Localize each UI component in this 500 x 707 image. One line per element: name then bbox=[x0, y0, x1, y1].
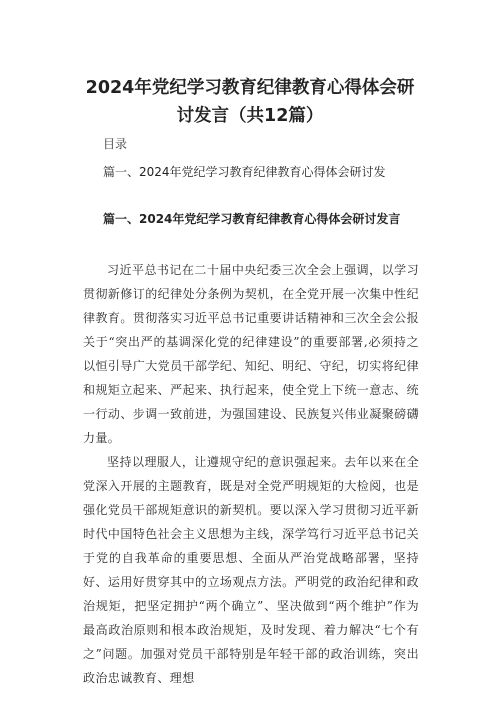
document-title bbox=[60, 74, 440, 130]
title-line-1: 2024年党纪学习教育纪律教育心得体会研 bbox=[85, 78, 415, 98]
paragraph: 坚持以理服人，让遵规守纪的意识强起来。去年以来在全党深入开展的主题教育，既是对全党严明规矩的大检阅，也是强化党员干部规矩意识的新契机。要以深入学习贯彻习近平新时代中国特色社会主义思想为主线，深学笃行习近平总书记关于党的自我革命的重要思想、全面从严治党战略部署，坚持好、运用好贯穿其中的立场观点方法。严明党的政治纪律和政治规矩，把坚定拥护“两个确立”、坚决做到“两个维护”作为最高政治原则和根本政治规矩，及时发现、着力解决“七个有之”问题。加强对党员干部特别是年轻干部的政治训练，突出政治忠诚教育、理想 bbox=[83, 455, 419, 685]
section-heading: 篇一、2024年党纪学习教育纪律教育心得体会研讨发言 bbox=[103, 212, 401, 226]
body-text bbox=[83, 258, 419, 690]
title-line-2: 讨发言（共12篇） bbox=[176, 106, 324, 126]
toc-entry: 篇一、2024年党纪学习教育纪律教育心得体会研讨发 bbox=[103, 165, 386, 179]
toc-label: 目录 bbox=[103, 137, 128, 151]
paragraph: 习近平总书记在二十届中央纪委三次全会上强调，以学习贯彻新修订的纪律处分条例为契机，在全党开展一次集中性纪律教育。贯彻落实习近平总书记重要讲话精神和三次全会公报关于“突出严的基调深化党的纪律建设”的重要部署,必须持之以恒引导广大党员干部学纪、知纪、明纪、守纪，切实将纪律和规矩立起来、严起来、执行起来，使全党上下统一意志、统一行动、步调一致前进，为强国建设、民族复兴伟业凝聚磅礴力量。 bbox=[83, 263, 419, 445]
